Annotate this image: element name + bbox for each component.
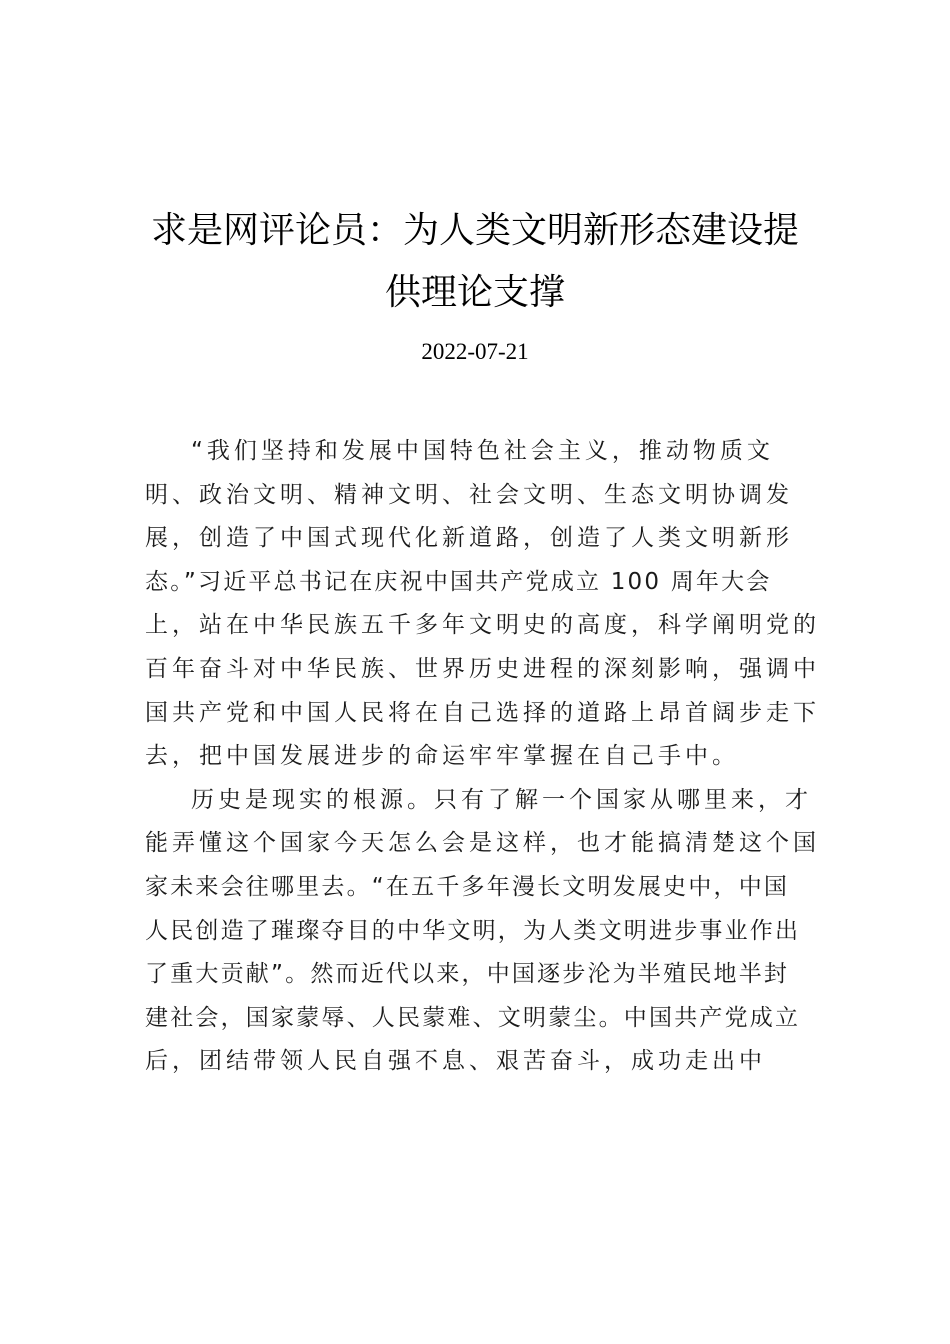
text-line: 人民创造了璀璨夺目的中华文明，为人类文明进步事业作出 <box>145 917 801 944</box>
article-title-line-1: 求是网评论员：为人类文明新形态建设提 <box>150 210 799 251</box>
text-line: 能弄懂这个国家今天怎么会是这样，也才能搞清楚这个国 <box>145 830 820 857</box>
text-line: 态。”习近平总书记在庆祝中国共产党成立 100 周年大会 <box>145 568 772 595</box>
article-title <box>140 200 810 324</box>
paragraph-2 <box>145 779 820 1084</box>
text-line: 历史是现实的根源。只有了解一个国家从哪里来，才 <box>191 786 812 813</box>
text-line: 国共产党和中国人民将在自己选择的道路上昂首阔步走下 <box>145 699 820 726</box>
text-line: 了重大贡献”。然而近代以来，中国逐步沦为半殖民地半封 <box>145 961 790 988</box>
article-title-line-2: 供理论支撑 <box>384 272 565 313</box>
text-line: 展，创造了中国式现代化新道路，创造了人类文明新形 <box>145 525 793 552</box>
article-body <box>145 430 820 1084</box>
text-line: 后，团结带领人民自强不息、艰苦奋斗，成功走出中 <box>145 1048 766 1075</box>
article-date: 2022-07-21 <box>421 339 529 364</box>
text-line: 建社会，国家蒙辱、人民蒙难、文明蒙尘。中国共产党成立 <box>145 1004 801 1031</box>
text-line: “我们坚持和发展中国特色社会主义，推动物质文 <box>191 438 774 464</box>
paragraph-1 <box>145 430 820 779</box>
text-line: 上，站在中华民族五千多年文明史的高度，科学阐明党的 <box>145 612 820 639</box>
text-line: 家未来会往哪里去。“在五千多年漫长文明发展史中，中国 <box>145 873 790 900</box>
text-line: 去，把中国发展进步的命运牢牢掌握在自己手中。 <box>145 743 739 770</box>
text-line: 百年奋斗对中华民族、世界历史进程的深刻影响，强调中 <box>145 655 820 682</box>
text-line: 明、政治文明、精神文明、社会文明、生态文明协调发 <box>145 481 793 508</box>
